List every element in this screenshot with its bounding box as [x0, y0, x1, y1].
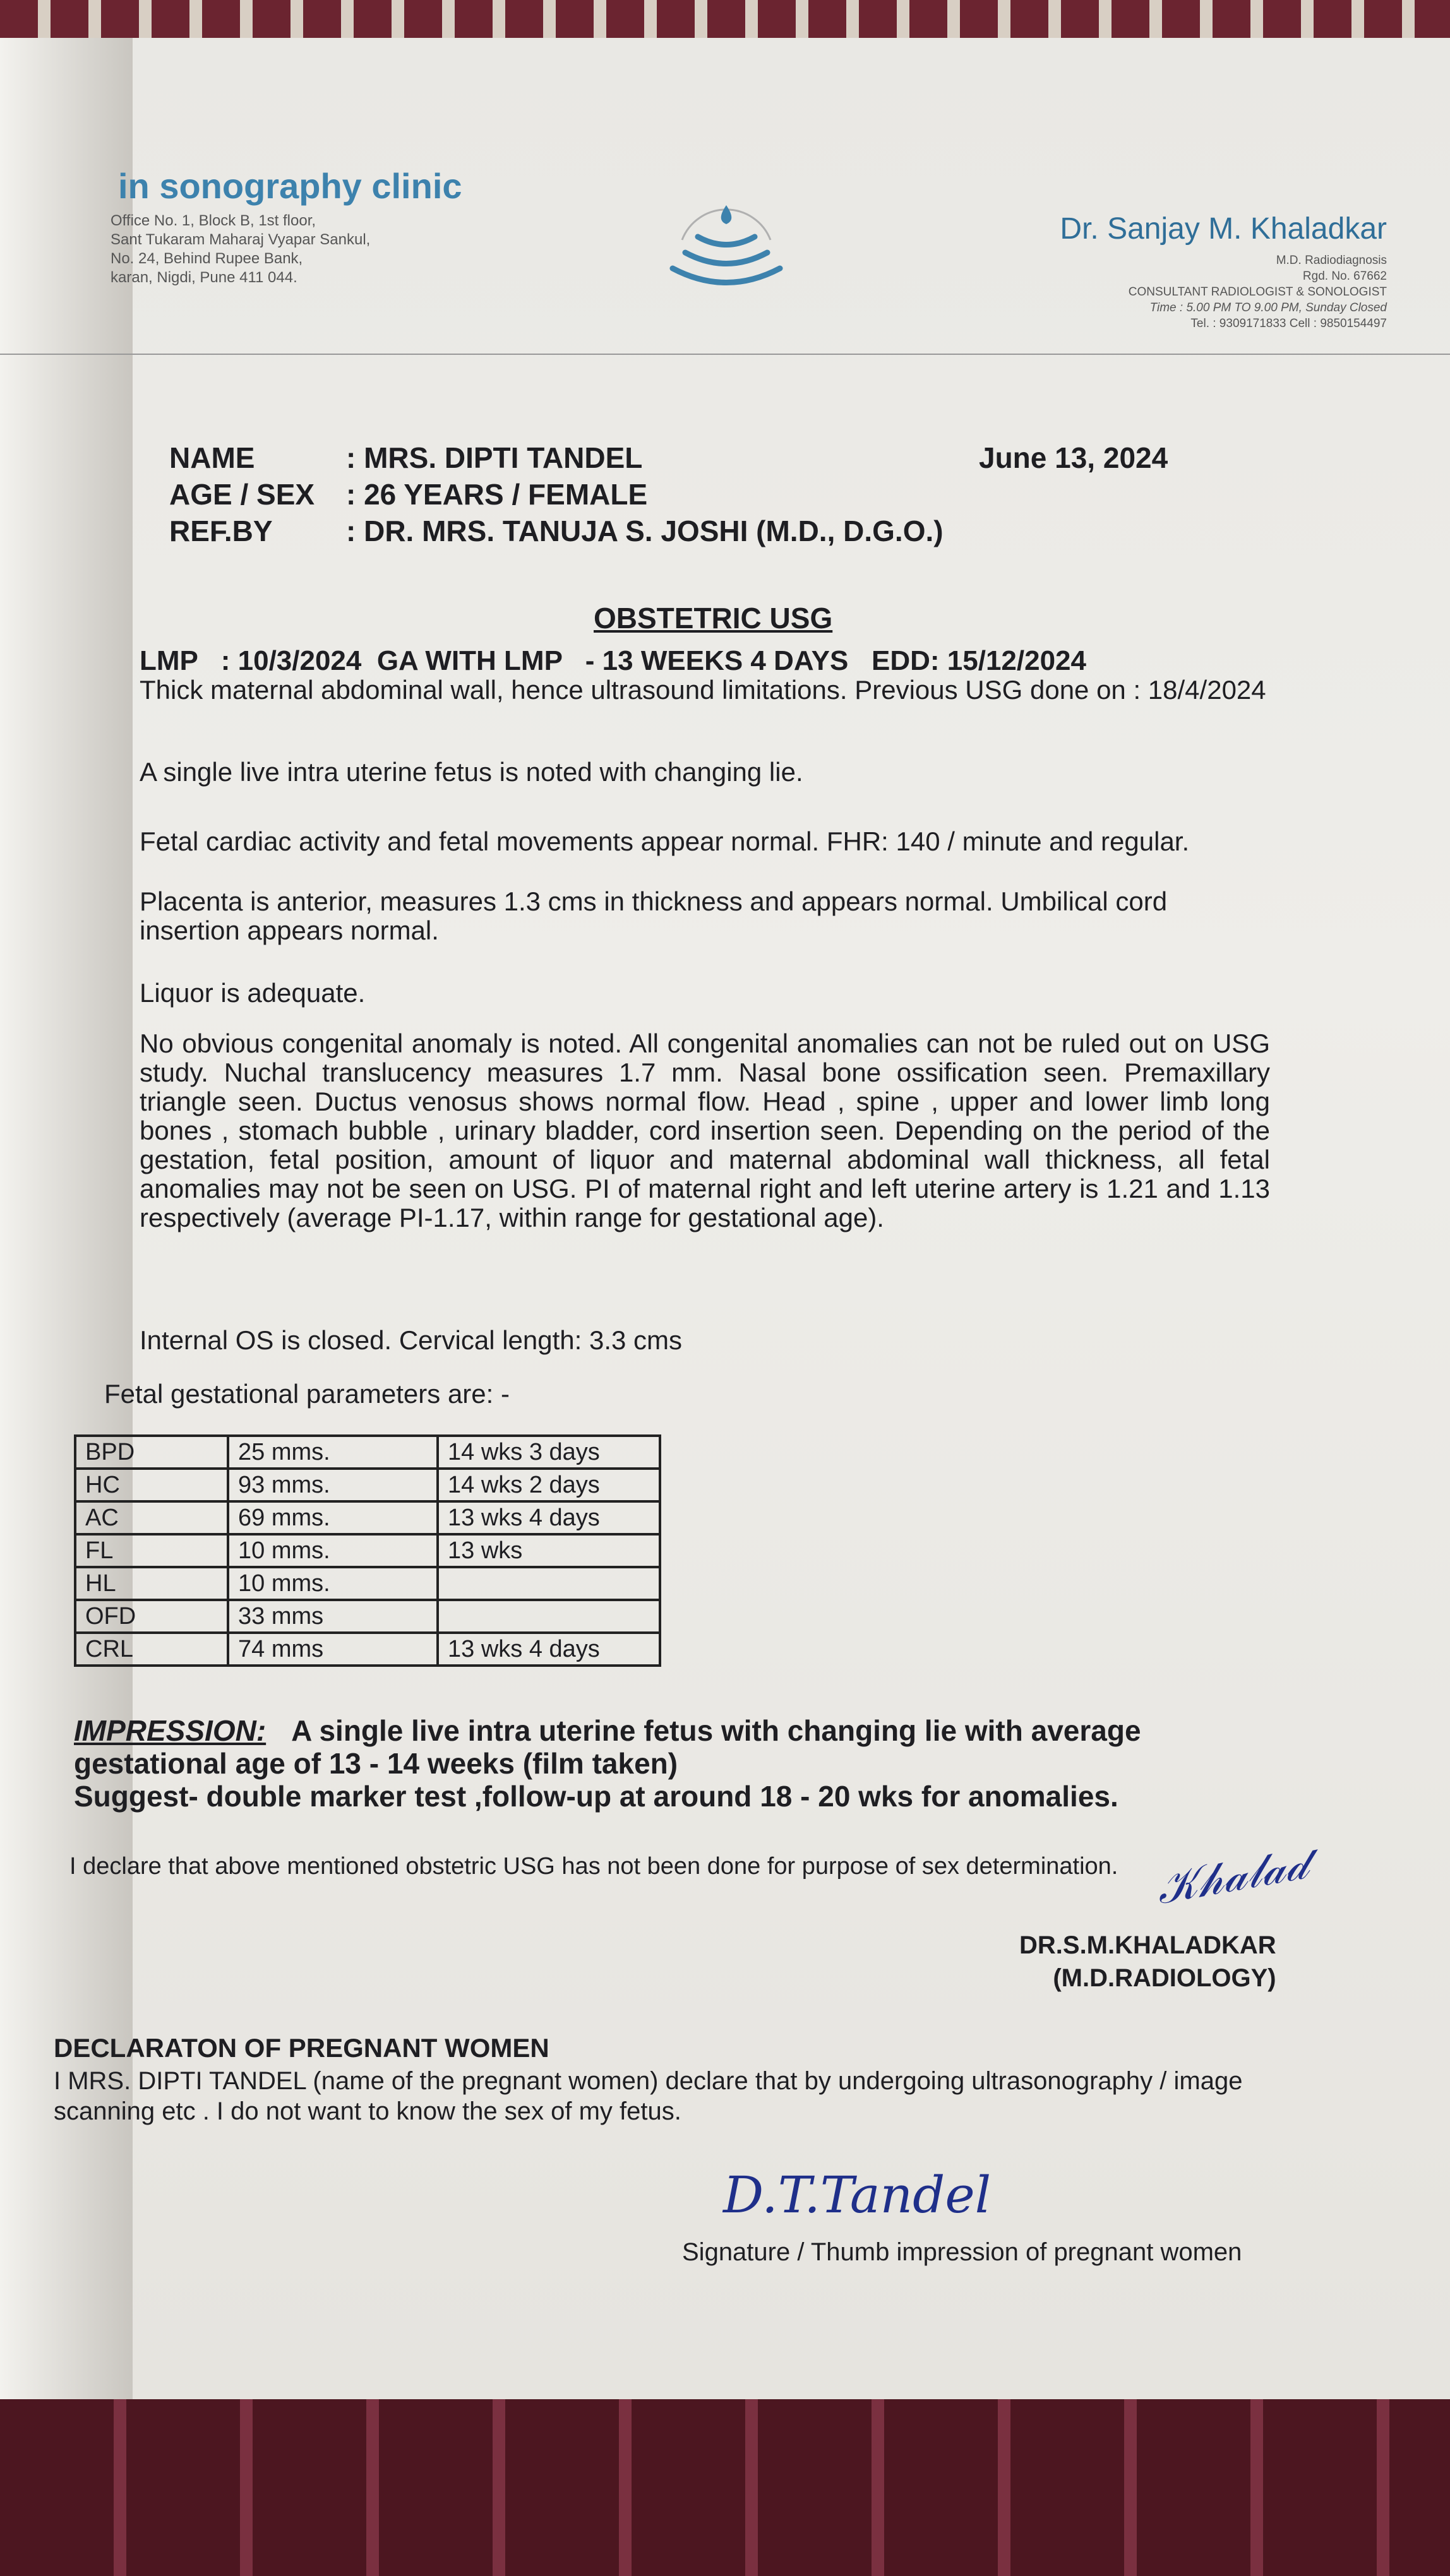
- sex-determination-declaration: I declare that above mentioned obstetric USG has not been done for purpose of sex determination.: [69, 1853, 1118, 1880]
- parameter-value: 25 mms.: [228, 1436, 438, 1469]
- parameter-name: AC: [75, 1501, 228, 1534]
- paragraph: Placenta is anterior, measures 1.3 cms in thickness and appears normal. Umbilical cord insertion appears normal.: [140, 886, 1168, 945]
- parameter-name: OFD: [75, 1600, 228, 1633]
- paragraph: Fetal gestational parameters are: -: [104, 1379, 510, 1409]
- parameter-value: 10 mms.: [228, 1534, 438, 1567]
- doctor-info-line: Rgd. No. 67662: [1302, 270, 1387, 283]
- paragraph: Thick maternal abdominal wall, hence ultrasound limitations. Previous USG done on : 18/4/2024: [140, 675, 1266, 705]
- patient-age-row: [169, 476, 944, 513]
- parameter-row: [75, 1567, 660, 1600]
- gestational-parameters-table: [74, 1434, 661, 1667]
- impression-text: A single live intra uterine fetus with changing lie with average gestational age of 13 - 14 weeks (film taken): [74, 1714, 1141, 1780]
- background-cloth-bottom: [0, 2399, 1450, 2576]
- parameter-age: [438, 1567, 660, 1600]
- parameter-age: 14 wks 3 days: [438, 1436, 660, 1469]
- address-line: No. 24, Behind Rupee Bank,: [111, 250, 303, 267]
- doctor-name: Dr. Sanjay M. Khaladkar: [1060, 212, 1387, 246]
- patient-name-row: [169, 439, 944, 476]
- lmp-line: LMP : 10/3/2024 GA WITH LMP - 13 WEEKS 4 DAYS EDD: 15/12/2024: [140, 645, 1086, 676]
- doctor-sign-degree: (M.D.RADIOLOGY): [1053, 1964, 1276, 1992]
- parameter-row: [75, 1633, 660, 1666]
- paragraph: No obvious congenital anomaly is noted. All congenital anomalies can not be ruled out on USG study. Nuchal translucency measures 1.7 mm. Nasal bone ossification seen. Premaxillary triangle seen. Ductus venosus shows normal flow. Head , spine , upper and lower limb long bones , stomach bubble , urinary bladder, cord insertion seen. Depending on the period of the gestation, fetal position, amount of liquor and maternal abdominal wall thickness, all fetal anomalies may not be seen on USG. PI of maternal right and left uterine artery is 1.21 and 1.13 respectively (average PI-1.17, within range for gestational age).: [140, 1029, 1270, 1232]
- parameter-row: [75, 1501, 660, 1534]
- value: : MRS. DIPTI TANDEL: [346, 441, 643, 474]
- doctor-info-line: CONSULTANT RADIOLOGIST & SONOLOGIST: [1128, 285, 1387, 299]
- patient-signature: D.T.Tandel: [723, 2166, 992, 2224]
- parameter-age: 13 wks 4 days: [438, 1501, 660, 1534]
- value: : DR. MRS. TANUJA S. JOSHI (M.D., D.G.O.): [346, 515, 944, 547]
- parameter-row: [75, 1534, 660, 1567]
- parameter-name: CRL: [75, 1633, 228, 1666]
- parameter-age: [438, 1600, 660, 1633]
- patient-details: [169, 439, 944, 549]
- parameter-row: [75, 1436, 660, 1469]
- clinic-address: [111, 212, 370, 287]
- address-line: karan, Nigdi, Pune 411 044.: [111, 269, 297, 286]
- parameter-name: FL: [75, 1534, 228, 1567]
- doctor-sign-name: DR.S.M.KHALADKAR: [1019, 1931, 1276, 1959]
- label: REF.BY: [169, 515, 273, 547]
- paragraph: A single live intra uterine fetus is noted with changing lie.: [140, 757, 803, 787]
- header-divider: [0, 354, 1450, 355]
- parameter-name: HC: [75, 1469, 228, 1501]
- report-title: OBSTETRIC USG: [594, 602, 833, 635]
- parameter-value: 69 mms.: [228, 1501, 438, 1534]
- address-line: Office No. 1, Block B, 1st floor,: [111, 212, 316, 229]
- patient-ref-row: [169, 513, 944, 549]
- impression: [74, 1714, 1274, 1813]
- clinic-logo: [638, 170, 815, 297]
- paragraph: Fetal cardiac activity and fetal movements appear normal. FHR: 140 / minute and regular.: [140, 826, 1190, 856]
- parameter-row: [75, 1469, 660, 1501]
- declaration-text: I MRS. DIPTI TANDEL (name of the pregnant women) declare that by undergoing ultrasonography / image scanning etc . I do not want to know the sex of my fetus.: [54, 2067, 1243, 2125]
- parameter-row: [75, 1600, 660, 1633]
- doctor-sign-block: [1019, 1929, 1276, 1995]
- label: NAME: [169, 441, 255, 474]
- clinic-name: in sonography clinic: [118, 166, 462, 206]
- doctor-info-line: M.D. Radiodiagnosis: [1276, 254, 1387, 267]
- parameter-age: 13 wks: [438, 1534, 660, 1567]
- declaration-title: DECLARATON OF PREGNANT WOMEN: [54, 2033, 549, 2063]
- paragraph: Liquor is adequate.: [140, 978, 366, 1008]
- label: AGE / SEX: [169, 478, 315, 511]
- report-date: June 13, 2024: [979, 441, 1168, 474]
- doctor-info: [1129, 253, 1387, 331]
- suggestion: Suggest- double marker test ,follow-up at around 18 - 20 wks for anomalies.: [74, 1780, 1118, 1813]
- doctor-info-line: Time : 5.00 PM TO 9.00 PM, Sunday Closed: [1149, 301, 1387, 314]
- parameter-value: 33 mms: [228, 1600, 438, 1633]
- impression-label: IMPRESSION:: [74, 1714, 267, 1747]
- parameter-age: 13 wks 4 days: [438, 1633, 660, 1666]
- parameter-name: HL: [75, 1567, 228, 1600]
- signature-caption: Signature / Thumb impression of pregnant women: [682, 2238, 1242, 2266]
- value: : 26 YEARS / FEMALE: [346, 478, 648, 511]
- paragraph: Internal OS is closed. Cervical length: 3.3 cms: [140, 1325, 683, 1355]
- doctor-info-line: Tel. : 9309171833 Cell : 9850154497: [1190, 317, 1387, 330]
- doctor-signature: 𝒦𝒽𝒶𝓁𝒶𝒹: [1152, 1837, 1311, 1915]
- parameter-value: 74 mms: [228, 1633, 438, 1666]
- parameter-value: 93 mms.: [228, 1469, 438, 1501]
- parameter-name: BPD: [75, 1436, 228, 1469]
- parameter-age: 14 wks 2 days: [438, 1469, 660, 1501]
- address-line: Sant Tukaram Maharaj Vyapar Sankul,: [111, 231, 371, 248]
- parameter-value: 10 mms.: [228, 1567, 438, 1600]
